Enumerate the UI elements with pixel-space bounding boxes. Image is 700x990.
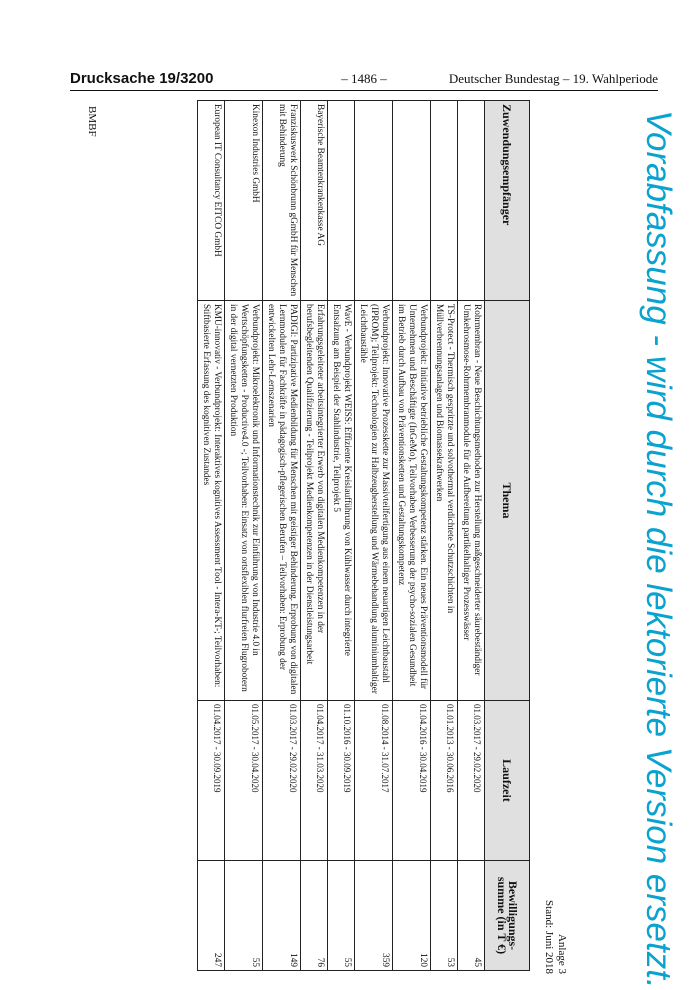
cell-recipient [355,101,393,301]
header-recipient: Zuwendungsempfänger [485,101,530,301]
cell-duration: 01.03.2017 - 29.02.2020 [458,701,485,861]
cell-recipient: Kinexon Industries GmbH [225,101,263,301]
table-row [458,101,485,971]
table-row [393,101,431,971]
cell-duration: 01.01.2013 - 30.06.2016 [431,701,458,861]
cell-recipient: European IT Consultancy EITCO GmbH [198,101,225,301]
cell-duration: 01.05.2017 - 30.04.2020 [225,701,263,861]
table-row [355,101,393,971]
cell-topic: Erfahrungsgeleiteter arbeitsintegrierter Erwerb von digitalen Medienkompetenzen in der berufsbegleitenden Qualifizierung - Teilprojekt Medienkompetenzen in der Dienstleistungsarbeit [301,301,328,701]
cell-topic: KMU-innovativ - Verbundprojekt: Interaktives kognitives Assessment Tool - Intera-KT-; Teilvorhaben: Stiftbasierte Erfassung des kognitiven Zustandes [198,301,225,701]
cell-amount: 76 [301,861,328,971]
cell-amount: 55 [328,861,355,971]
cell-recipient: Franziskuswerk Schönbrunn gGmbH für Menschen mit Behinderung [263,101,301,301]
cell-topic: Rohrmembran - Neue Beschichtungsmethoden zur Herstellung maßgeschneiderter säurebeständiger Umkehrosmose-Rohrmembranmodule für die Aufbereitung partikelhaltiger Prozesswässer [458,301,485,701]
cell-recipient [393,101,431,301]
cell-amount: 149 [263,861,301,971]
funding-table [197,100,530,971]
cell-recipient [328,101,355,301]
cell-amount: 120 [393,861,431,971]
annex-title: Anlage 3 [556,933,568,974]
publisher: Deutscher Bundestag – 19. Wahlperiode [448,71,658,86]
watermark: Vorabfassung - wird durch die lektorierte Version ersetzt. [639,110,678,989]
table-row [431,101,458,971]
page-header [70,70,658,92]
cell-recipient [458,101,485,301]
header-topic: Thema [485,301,530,701]
cell-topic: PADIGI: Partizipative Medienbildung für Menschen mit geistiger Behinderung. Erprobung von digitalen Lernmodulen für Fachkräfte in pädagogisch-pflegerischen Berufen – Teilvorhaben: Erprobung der entwickelten Lehr-Lernszenarien [263,301,301,701]
page-number: – 1486 – [341,71,387,86]
header-duration: Laufzeit [485,701,530,861]
cell-duration: 01.03.2017 - 29.02.2020 [263,701,301,861]
cell-amount: 247 [198,861,225,971]
cell-amount: 359 [355,861,393,971]
cell-duration: 01.10.2016 - 30.09.2019 [328,701,355,861]
table-row [263,101,301,971]
cell-duration: 01.04.2017 - 31.03.2020 [301,701,328,861]
table-row [328,101,355,971]
annex-label [542,774,568,974]
rotated-page [80,100,568,980]
header-amount: Bewilligungs-summe (in T €) [485,861,530,971]
cell-duration: 01.04.2017 - 30.09.2019 [198,701,225,861]
cell-duration: 01.04.2016 - 30.04.2019 [393,701,431,861]
cell-amount: 53 [431,861,458,971]
cell-topic: Verbundprojekt: Initiative betriebliche Gestaltungskompetenz stärken. Ein neues Präventionsmodell für Unternehmen und Beschäftigte (InGeMo), Teilvorhaben Verbesserung der psycho-sozialen Gesundheit im Betrieb durch Aufbau von Präventionsketten und Gestaltungskompetenz [393,301,431,701]
cell-topic: TS-Protect - Thermisch gespritzte und solvothermal verdichtete Schutzschichten in Müllverbrennungsanlagen und Biomassekraftwerken [431,301,458,701]
table-row [225,101,263,971]
cell-topic: Verbundprojekt: Innovative Prozesskette zur Massivteilfertigung aus einem neuartigen Leichtbaustahl (IPROM); Teilprojekt: Technologien zur Halbzeugherstellung und Wärmebehandlung aluminiumhaltiger Leichtbaustähle [355,301,393,701]
document-id: Drucksache 19/3200 [70,70,214,87]
table-row [301,101,328,971]
ministry-label: BMBF [86,106,98,137]
table-header-row [485,101,530,971]
table-row [198,101,225,971]
cell-duration: 01.08.2014 - 31.07.2017 [355,701,393,861]
cell-recipient [431,101,458,301]
annex-status: Stand: Juni 2018 [543,900,555,974]
header-rule [70,90,658,91]
cell-topic: Verbundprojekt: Mikroelektronik und Informationstechnik zur Einführung von Industrie 4.0 in Wertschöpfungsketten - Productive4.0 -; Teilvorhaben: Einsatz von ortsflexiblen flurfreien Flugrobotern in der digital vernetzten Produktion [225,301,263,701]
table-body [198,101,485,971]
cell-topic: WavE - Verbundprojekt WEISS: Effiziente Kreislaufführung von Kühlwasser durch integrierte Entsalzung am Beispiel der Stahlindustrie, Teilprojekt 5 [328,301,355,701]
cell-amount: 45 [458,861,485,971]
cell-amount: 55 [225,861,263,971]
cell-recipient: Bayerische Beamtenkrankenkasse AG [301,101,328,301]
